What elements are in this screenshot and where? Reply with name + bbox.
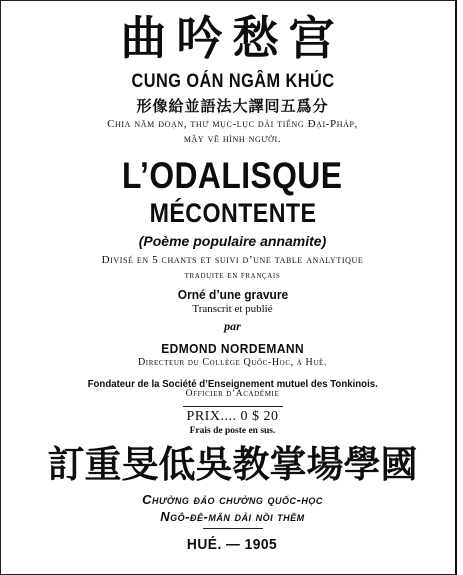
viet-publisher-line-2: Ngô-đê-mân dải nồi thêm xyxy=(160,509,305,524)
han-title: 曲吟愁宫 xyxy=(120,11,345,65)
par-line: par xyxy=(224,319,241,333)
footer-rule xyxy=(203,528,263,529)
orne-line: Orné d’une gravure xyxy=(177,287,288,302)
author-name: EDMOND NORDEMANN xyxy=(161,341,304,356)
french-title-line-2-row xyxy=(1,200,463,227)
viet-description-line-2: mầy vẽ hình người. xyxy=(183,133,282,145)
viet-title-row xyxy=(1,72,463,91)
french-title-line-1-row xyxy=(1,157,463,194)
price-rule xyxy=(183,406,283,407)
founder-row xyxy=(1,374,463,390)
french-title-line-2: MÉCONTENTE xyxy=(149,198,316,228)
viet-publisher-line-2-row xyxy=(1,508,463,524)
author-role: Directeur du Collège Quốc-Học, à Huê. xyxy=(137,357,328,368)
founder-line: Fondateur de la Société d’Enseignement mutuel des Tonkinois. xyxy=(87,378,378,390)
viet-description-line-1: Chia năm đoạn, thư mục-lục dải tiếng Đại-Pháp, xyxy=(107,118,358,130)
place-year: HUÉ. — 1905 xyxy=(187,536,278,553)
french-subtitle: (Poème populaire annamite) xyxy=(138,233,327,249)
traduite-line: traduite en français xyxy=(184,271,281,281)
postage-line: Frais de poste en sus. xyxy=(189,426,276,436)
price-line: PRIX.... 0 $ 20 xyxy=(186,409,279,424)
orne-row xyxy=(1,286,463,302)
transcrit-line: Transcrit et publié xyxy=(192,303,273,315)
french-title-line-1: L’ODALISQUE xyxy=(122,155,343,196)
footer-row xyxy=(1,536,463,552)
author-row xyxy=(1,340,463,356)
viet-publisher-line-1: Chưởng đảo chưởng quốc-học xyxy=(142,492,323,507)
divise-line: Divisé en 5 chants et suivi d’une table analytique xyxy=(101,254,364,266)
han-subtitle: 形像給並語法大譯囘五爲分 xyxy=(136,97,329,115)
officier-line: Officier d’Académie xyxy=(185,389,280,399)
viet-publisher-line-1-row xyxy=(1,491,463,507)
han-publisher: 訂重旻低吳教掌場學國 xyxy=(47,442,418,486)
page-edge xyxy=(455,0,463,575)
viet-title: CUNG OÁN NGÂM KHÚC xyxy=(131,71,334,92)
